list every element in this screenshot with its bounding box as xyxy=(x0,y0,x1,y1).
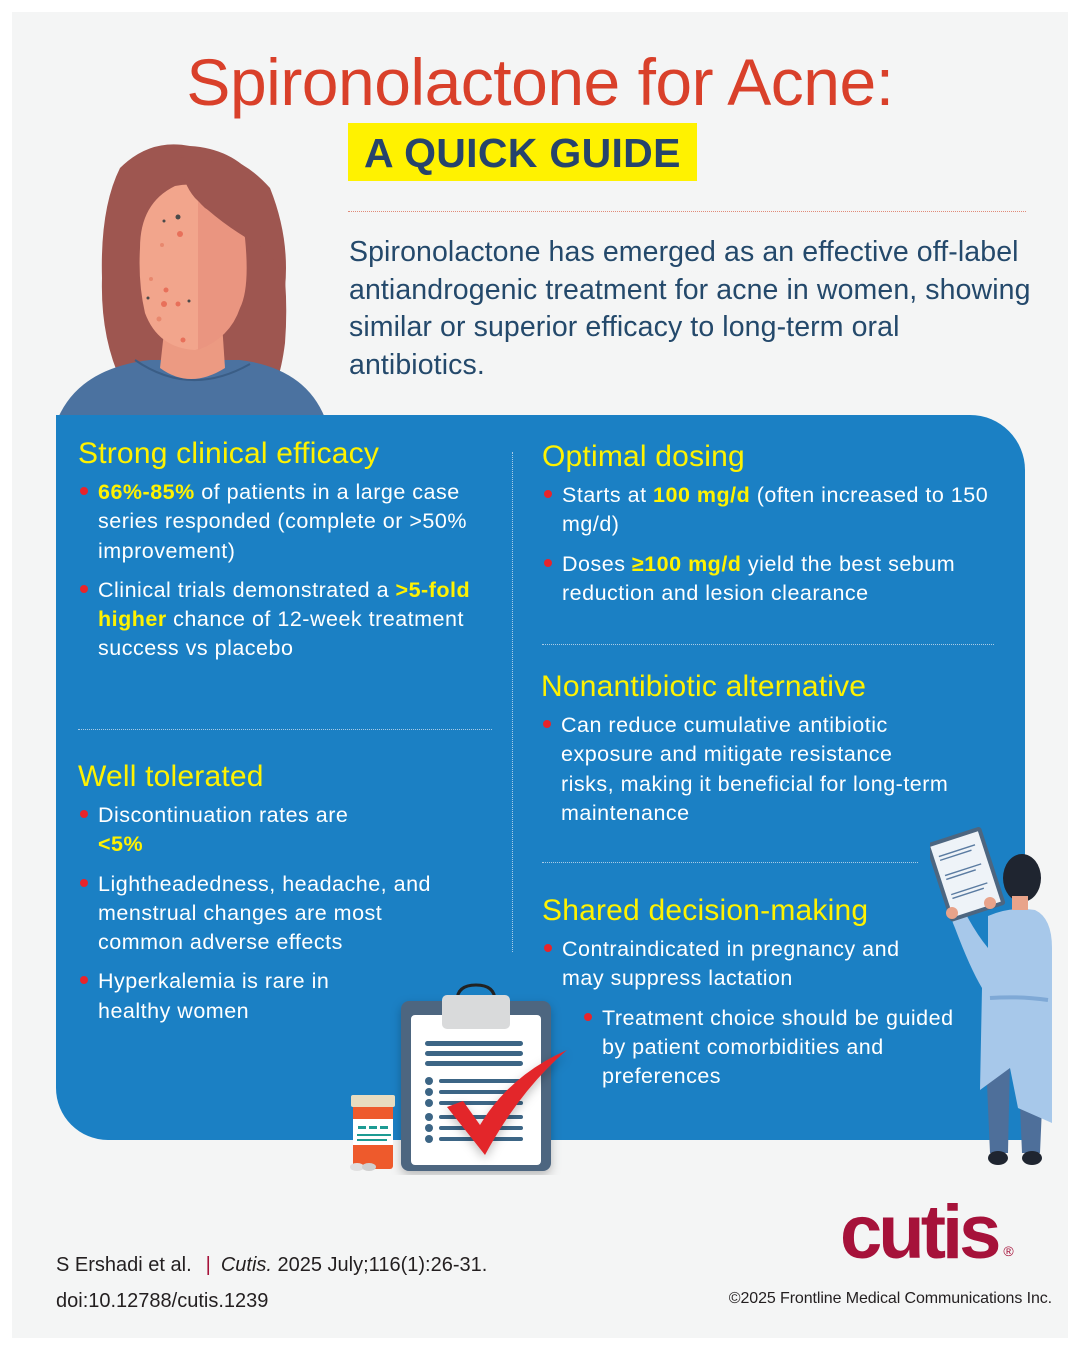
item-text: (often increased to 150 mg/d) xyxy=(562,483,989,537)
section-heading: Shared decision-making xyxy=(542,894,869,927)
bullet-icon xyxy=(584,1013,592,1021)
section-divider xyxy=(542,644,994,645)
logo-text: cutis xyxy=(840,1190,998,1275)
intro-text: Spironolactone has emerged as an effective off-label antiandrogenic treatment for acne in women, showing similar or superior efficacy to long-term oral antibiotics. xyxy=(349,236,1031,381)
title-divider xyxy=(348,211,1026,212)
section-heading: Nonantibiotic alternative xyxy=(541,670,867,703)
list-item xyxy=(78,576,498,664)
list-item xyxy=(78,801,378,860)
list-item xyxy=(542,481,992,540)
column-divider xyxy=(512,452,513,952)
item-text: Treatment choice should be guided by patient comorbidities and preferences xyxy=(602,1005,954,1089)
list-item xyxy=(78,478,498,566)
bullet-icon xyxy=(80,585,88,593)
item-text: Discontinuation rates are xyxy=(98,803,349,827)
bullet-icon xyxy=(544,559,552,567)
copyright: ©2025 Frontline Medical Communications Inc. xyxy=(728,1290,1052,1307)
item-text: of patients in a large case series responded (complete or >50% improvement) xyxy=(98,480,467,563)
section-heading: Optimal dosing xyxy=(542,440,745,473)
section-nonantibiotic-alternative xyxy=(541,669,971,838)
item-text: Lightheadedness, headache, and menstrual changes are most common adverse effects xyxy=(98,871,431,955)
section-optimal-dosing xyxy=(542,439,1012,618)
section-divider xyxy=(542,862,918,863)
section-clinical-efficacy xyxy=(78,436,498,674)
list-item xyxy=(542,550,1012,609)
list-item xyxy=(542,935,902,994)
item-text: Contraindicated in pregnancy and may suppress lactation xyxy=(562,937,900,991)
bullet-icon xyxy=(80,879,88,887)
bullet-icon xyxy=(544,944,552,952)
list-item xyxy=(78,967,358,1026)
bullet-icon xyxy=(80,976,88,984)
item-text: Hyperkalemia is rare in healthy women xyxy=(98,969,330,1023)
page-title: Spironolactone for Acne: xyxy=(186,45,894,119)
list-item xyxy=(582,1004,962,1092)
section-heading: Strong clinical efficacy xyxy=(78,437,380,470)
authors: S Ershadi et al. xyxy=(56,1254,192,1276)
section-heading: Well tolerated xyxy=(78,760,264,793)
highlight: 100 mg/d xyxy=(653,483,751,507)
item-text: yield the best sebum reduction and lesion clearance xyxy=(562,551,956,605)
subtitle: A QUICK GUIDE xyxy=(348,123,697,181)
item-text: Doses xyxy=(562,551,632,576)
citation-details: 2025 July;116(1):26-31. xyxy=(271,1254,488,1276)
bullet-icon xyxy=(80,487,88,495)
citation xyxy=(56,1247,487,1319)
item-text: Can reduce cumulative antibiotic exposure and mitigate resistance risks, making it beneficial for long-term maintenance xyxy=(561,713,949,825)
registered-mark: ® xyxy=(1003,1243,1014,1259)
item-text: chance of 12-week treatment success vs placebo xyxy=(98,607,464,661)
cutis-logo xyxy=(840,1188,1014,1278)
subtitle-banner xyxy=(348,123,697,181)
list-item xyxy=(78,870,448,958)
separator: | xyxy=(205,1254,211,1276)
bullet-icon xyxy=(80,810,88,818)
pill-bottle-icon xyxy=(350,1095,395,1171)
list-item xyxy=(541,711,951,828)
item-text: Clinical trials demonstrated a xyxy=(98,577,396,602)
doctor-reading-chart-icon xyxy=(930,818,1060,1173)
highlight: 66%-85% xyxy=(98,480,195,504)
highlight: ≥100 mg/d xyxy=(631,551,742,576)
woman-with-acne-icon xyxy=(40,128,340,418)
highlight: <5% xyxy=(98,832,144,857)
doi: doi:10.12788/cutis.1239 xyxy=(56,1290,269,1312)
journal-name: Cutis. xyxy=(220,1254,272,1276)
bullet-icon xyxy=(543,720,551,728)
section-divider xyxy=(78,729,492,730)
highlight: >5-fold higher xyxy=(98,577,471,632)
item-text: Starts at xyxy=(562,483,654,507)
bullet-icon xyxy=(544,490,552,498)
clipboard-checkmark-icon xyxy=(345,975,575,1175)
section-shared-decision-making xyxy=(542,893,972,1101)
